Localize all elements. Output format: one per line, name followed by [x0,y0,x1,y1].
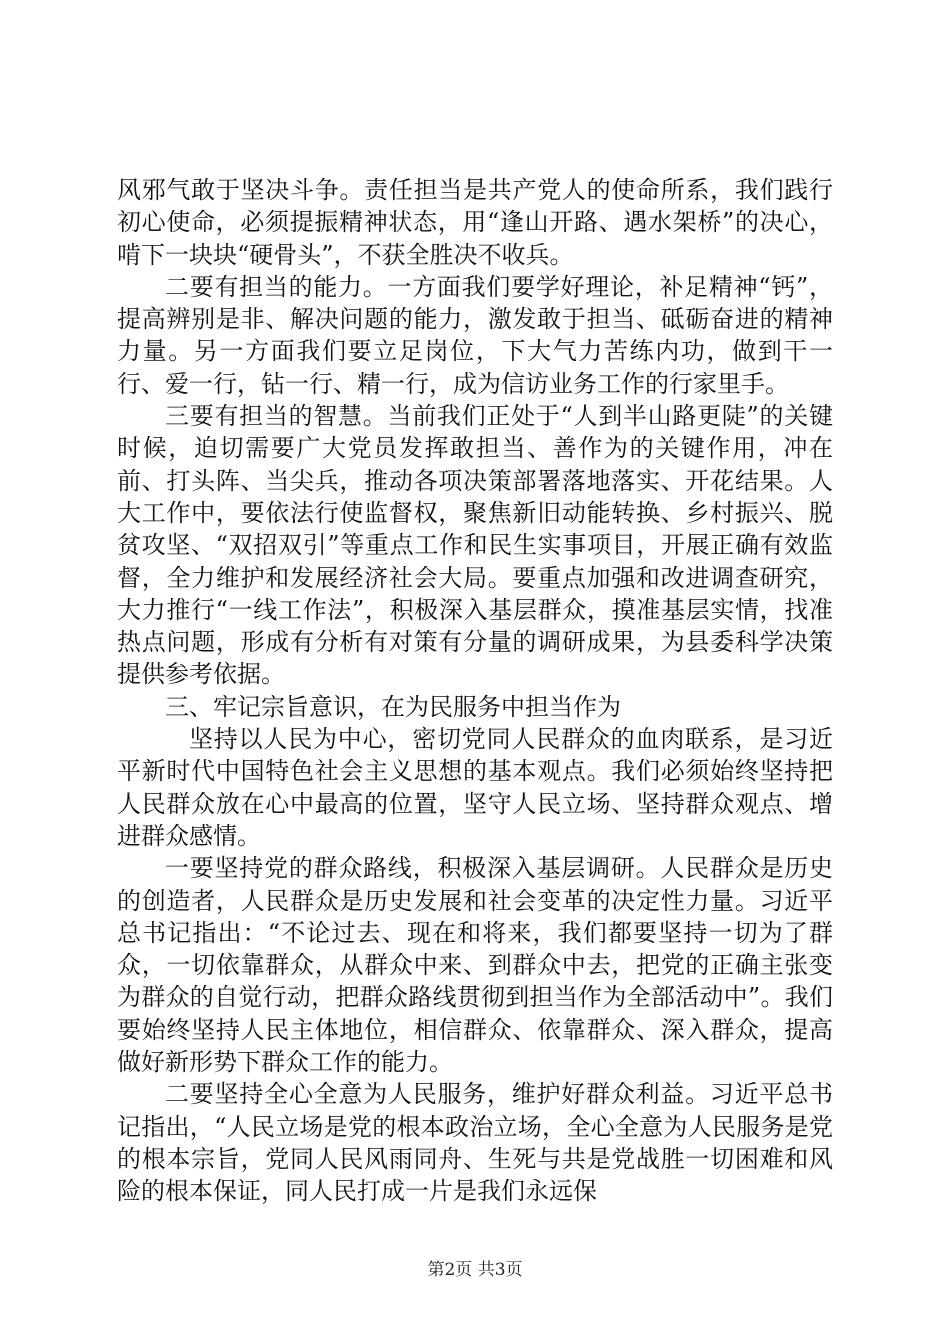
paragraph-mass-line: 一要坚持党的群众路线，积极深入基层调研。人民群众是历史的创造者，人民群众是历史发展和社会变革的决定性力量。习近平总书记指出：“不论过去、现在和将来，我们都要坚持一切为了群众，一切依靠群众，从群众中来、到群众中去，把党的正确主张变为群众的自觉行动，把群众路线贯彻到担当作为全部活动中”。我们要始终坚持人民主体地位，相信群众、依靠群众、深入群众，提高做好新形势下群众工作的能力。 [117,854,833,1077]
page-number-footer: 第2页 共3页 [427,1260,523,1280]
paragraph-ability: 二要有担当的能力。一方面我们要学好理论，补足精神“钙”，提高辨别是非、解决问题的能力，激发敢于担当、砥砺奋进的精神力量。另一方面我们要立足岗位，下大气力苦练内功，做到干一行、爱一行，钻一行、精一行，成为信访业务工作的行家里手。 [117,272,833,398]
paragraph-continued: 风邪气敢于坚决斗争。责任担当是共产党人的使命所系，我们践行初心使命，必须提振精神状态，用“逢山开路、遇水架桥”的决心，啃下一块块“硬骨头”，不获全胜决不收兵。 [117,176,833,269]
paragraph-wisdom: 三要有担当的智慧。当前我们正处于“人到半山路更陡”的关键时候，迫切需要广大党员发挥敢担当、善作为的关键作用，冲在前、打头阵、当尖兵，推动各项决策部署落地落实、开花结果。人大工作中，要依法行使监督权，聚焦新旧动能转换、乡村振兴、脱贫攻坚、“双招双引”等重点工作和民生实事项目，开展正确有效监督，全力维护和发展经济社会大局。要重点加强和改进调查研究，大力推行“一线工作法”，积极深入基层群众，摸准基层实情，找准热点问题，形成有分析有对策有分量的调研成果，为县委科学决策提供参考依据。 [117,402,833,689]
paragraph-serve-people: 二要坚持全心全意为人民服务，维护好群众利益。习近平总书记指出，“人民立场是党的根本政治立场，全心全意为人民服务是党的根本宗旨，党同人民风雨同舟、生死与共是党战胜一切困难和风险的根本保证，同人民打成一片是我们永远保 [117,1080,833,1206]
document-body [117,174,833,1208]
paragraph-people-centered: 坚持以人民为中心，密切党同人民群众的血肉联系，是习近平新时代中国特色社会主义思想的基本观点。我们必须始终坚持把人民群众放在心中最高的位置，坚守人民立场、坚持群众观点、增进群众感情。 [117,725,833,850]
section-heading: 三、牢记宗旨意识，在为民服务中担当作为 [165,692,621,721]
